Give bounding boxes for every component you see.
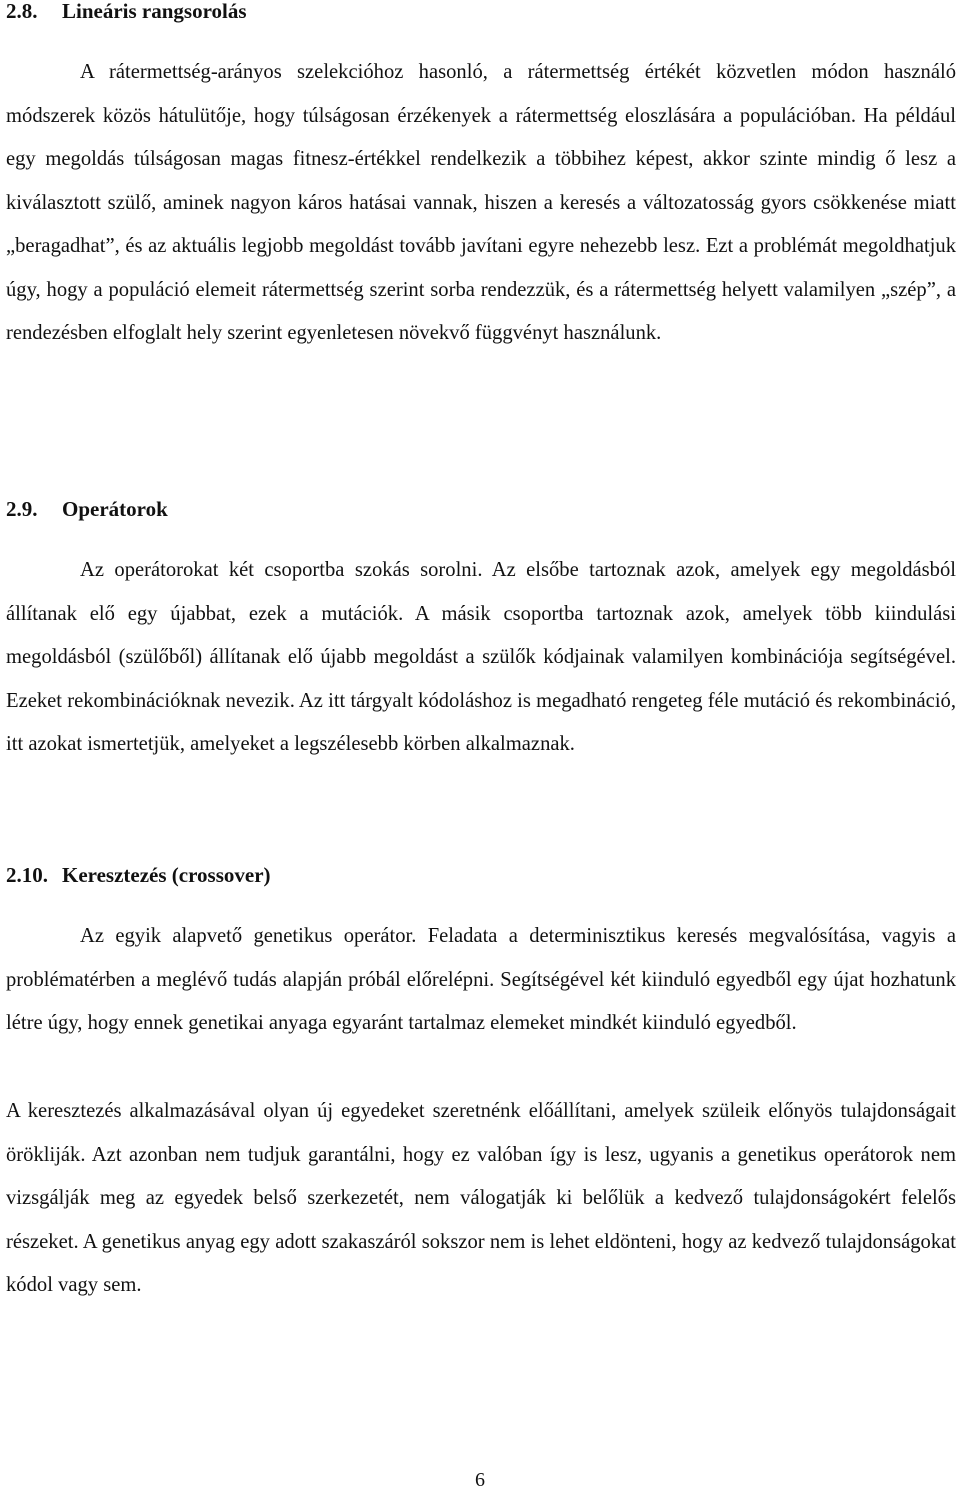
page-number: 6	[475, 1469, 485, 1491]
section-number: 2.9.	[6, 497, 38, 521]
paragraph: Az egyik alapvető genetikus operátor. Feladata a determinisztikus keresés megvalósítása, vagyis a problématérben a meglévő tudás alapján próbál előrelépni. Segítségével két kiinduló egyedből egy újat hozhatunk létre úgy, hogy ennek genetikai anyaga egyaránt tartalmaz elemeket mindkét kiinduló egyedből.	[6, 925, 956, 1034]
section-title: Operátorok	[62, 497, 168, 521]
paragraph: Az operátorokat két csoportba szokás sorolni. Az elsőbe tartoznak azok, amelyek egy megoldásból állítanak elő egy újabbat, ezek a mutációk. A másik csoportba tartoznak azok, amelyek több kiindulási megoldásból (szülőből) állítanak elő újabb megoldást a szülők kódjainak valamilyen kombinációja segítségével. Ezeket rekombinációknak nevezik. Az itt tárgyalt kódoláshoz is megadható rengeteg féle mutáció és rekombináció, itt azokat ismertetjük, amelyeket a legszélesebb körben alkalmaznak.	[6, 559, 956, 755]
section-title: Keresztezés (crossover)	[62, 863, 271, 887]
section-number: 2.10.	[6, 863, 48, 887]
paragraph: A rátermettség-arányos szelekcióhoz hasonló, a rátermettség értékét közvetlen módon használó módszerek közös hátulütője, hogy túlságosan érzékenyek a rátermettség eloszlására a populációban. Ha például egy megoldás túlságosan magas fitnesz-értékkel rendelkezik a többihez képest, akkor szinte mindig ő lesz a kiválasztott szülő, aminek nagyon káros hatásai vannak, hiszen a keresés a változatosság gyors csökkenése miatt „beragadhat”, és az aktuális legjobb megoldást tovább javítani egyre nehezebb lesz. Ezt a problémát megoldhatjuk úgy, hogy a populáció elemeit rátermettség szerint sorba rendezzük, és a rátermettség helyett valamilyen „szép”, a rendezésben elfoglalt hely szerint egyenletesen növekvő függvényt használunk.	[6, 61, 956, 344]
section-heading-crossover	[6, 861, 271, 889]
section-title: Lineáris rangsorolás	[62, 0, 247, 23]
section-heading-operators	[6, 495, 168, 523]
section-heading-linear-ranking	[6, 0, 247, 25]
section-number: 2.8.	[6, 0, 38, 23]
paragraph: A keresztezés alkalmazásával olyan új egyedeket szeretnénk előállítani, amelyek szüleik előnyös tulajdonságait örökliják. Azt azonban nem tudjuk garantálni, hogy ez valóban így is lesz, ugyanis a genetikus operátorok nem vizsgálják meg az egyedek belső szerkezetét, nem válogatják ki belőlük a kedvező tulajdonságokért felelős részeket. A genetikus anyag egy adott szakaszáról sokszor nem is lehet eldönteni, hogy az kedvező tulajdonságokat kódol vagy sem.	[6, 1100, 956, 1296]
